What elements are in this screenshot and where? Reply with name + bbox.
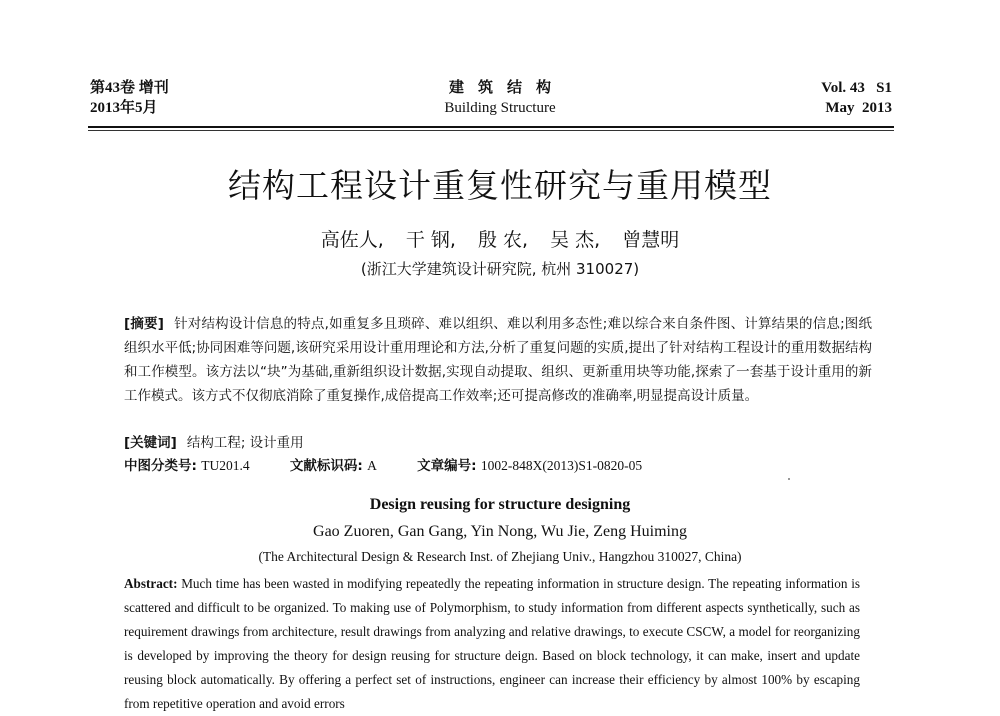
doc-code-label: 文献标识码: <box>289 458 363 474</box>
header-rule-thick <box>88 126 894 128</box>
header-rule-thin <box>88 130 894 131</box>
volume-issue-cn: 第43卷 增刊 <box>90 80 169 96</box>
keywords <box>124 432 304 454</box>
journal-name-en: Building Structure <box>444 100 556 116</box>
classification-line <box>124 455 678 477</box>
article-title-en: Design reusing for structure designing <box>369 496 631 513</box>
article-id-label: 文章编号: <box>417 458 477 474</box>
affiliation-en: (The Architectural Design & Research Inst. of Zhejiang Univ., Hangzhou 310027, China) <box>258 549 742 564</box>
author-cn: 干 钢, <box>405 229 456 251</box>
journal-name-cn: 建筑结构 <box>448 80 565 96</box>
authors-en: Gao Zuoren, Gan Gang, Yin Nong, Wu Jie, Zeng Huiming <box>313 523 687 540</box>
doc-code-value: A <box>367 458 377 473</box>
abstract-cn-label: [摘要] <box>124 316 164 332</box>
volume-issue-en: Vol. 43 S1 <box>821 80 892 96</box>
abstract-en-text: Much time has been wasted in modifying repeatedly the repeating information in structure design. The repeating information is scattered and difficult to be organized. To making use of Polymorphism, to study information from different aspects synthetically, such as requirement drawings from architecture, result drawings from analyzing and relative drawings, to execute CSCW, a model for reorganizing is developed by improving the theory for design reusing for structure deign. Based on block technology, it can make, insert and update reusing block automatically. By offering a perfect set of instructions, engineer can increase their efficiency by almost 100% by escaping from repetitive operation and avoid errors <box>124 576 860 711</box>
clc-label: 中图分类号: <box>124 458 197 474</box>
journal-volume-info <box>821 78 892 118</box>
abstract-en <box>124 572 860 716</box>
keywords-label: [关键词] <box>124 435 177 451</box>
keywords-text: 结构工程; 设计重用 <box>186 435 304 451</box>
abstract-cn <box>124 312 872 408</box>
date-cn: 2013年5月 <box>90 100 158 116</box>
article-id-value: 1002-848X(2013)S1-0820-05 <box>480 458 643 473</box>
author-cn: 殷 农, <box>477 229 529 251</box>
affiliation-cn: (浙江大学建筑设计研究院, 杭州 310027) <box>360 260 640 278</box>
journal-name <box>380 78 620 118</box>
article-title-cn: 结构工程设计重复性研究与重用模型 <box>228 166 772 205</box>
author-cn: 曾慧明 <box>622 229 680 251</box>
abstract-en-label: Abstract: <box>124 576 178 591</box>
date-en: May 2013 <box>825 100 892 116</box>
authors-cn <box>0 225 1000 252</box>
journal-issue-info <box>90 78 169 118</box>
scan-speck <box>788 478 790 480</box>
abstract-cn-text: 针对结构设计信息的特点,如重复多且琐碎、难以组织、难以利用多态性;难以综合来自条件图、计算结果的信息;图纸组织水平低;协同困难等问题,该研究采用设计重用理论和方法,分析了重复问题的实质,提出了针对结构工程设计的重用数据结构和工作模型。该方法以“块”为基础,重新组织设计数据,实现自动提取、组织、更新重用块等功能,探索了一套基于设计重用的新工作模式。该方式不仅彻底消除了重复操作,成倍提高工作效率;还可提高修改的准确率,明显提高设计质量。 <box>124 316 872 404</box>
author-cn: 高佐人, <box>320 229 384 251</box>
author-cn: 吴 杰, <box>550 229 601 251</box>
clc-value: TU201.4 <box>201 458 250 473</box>
